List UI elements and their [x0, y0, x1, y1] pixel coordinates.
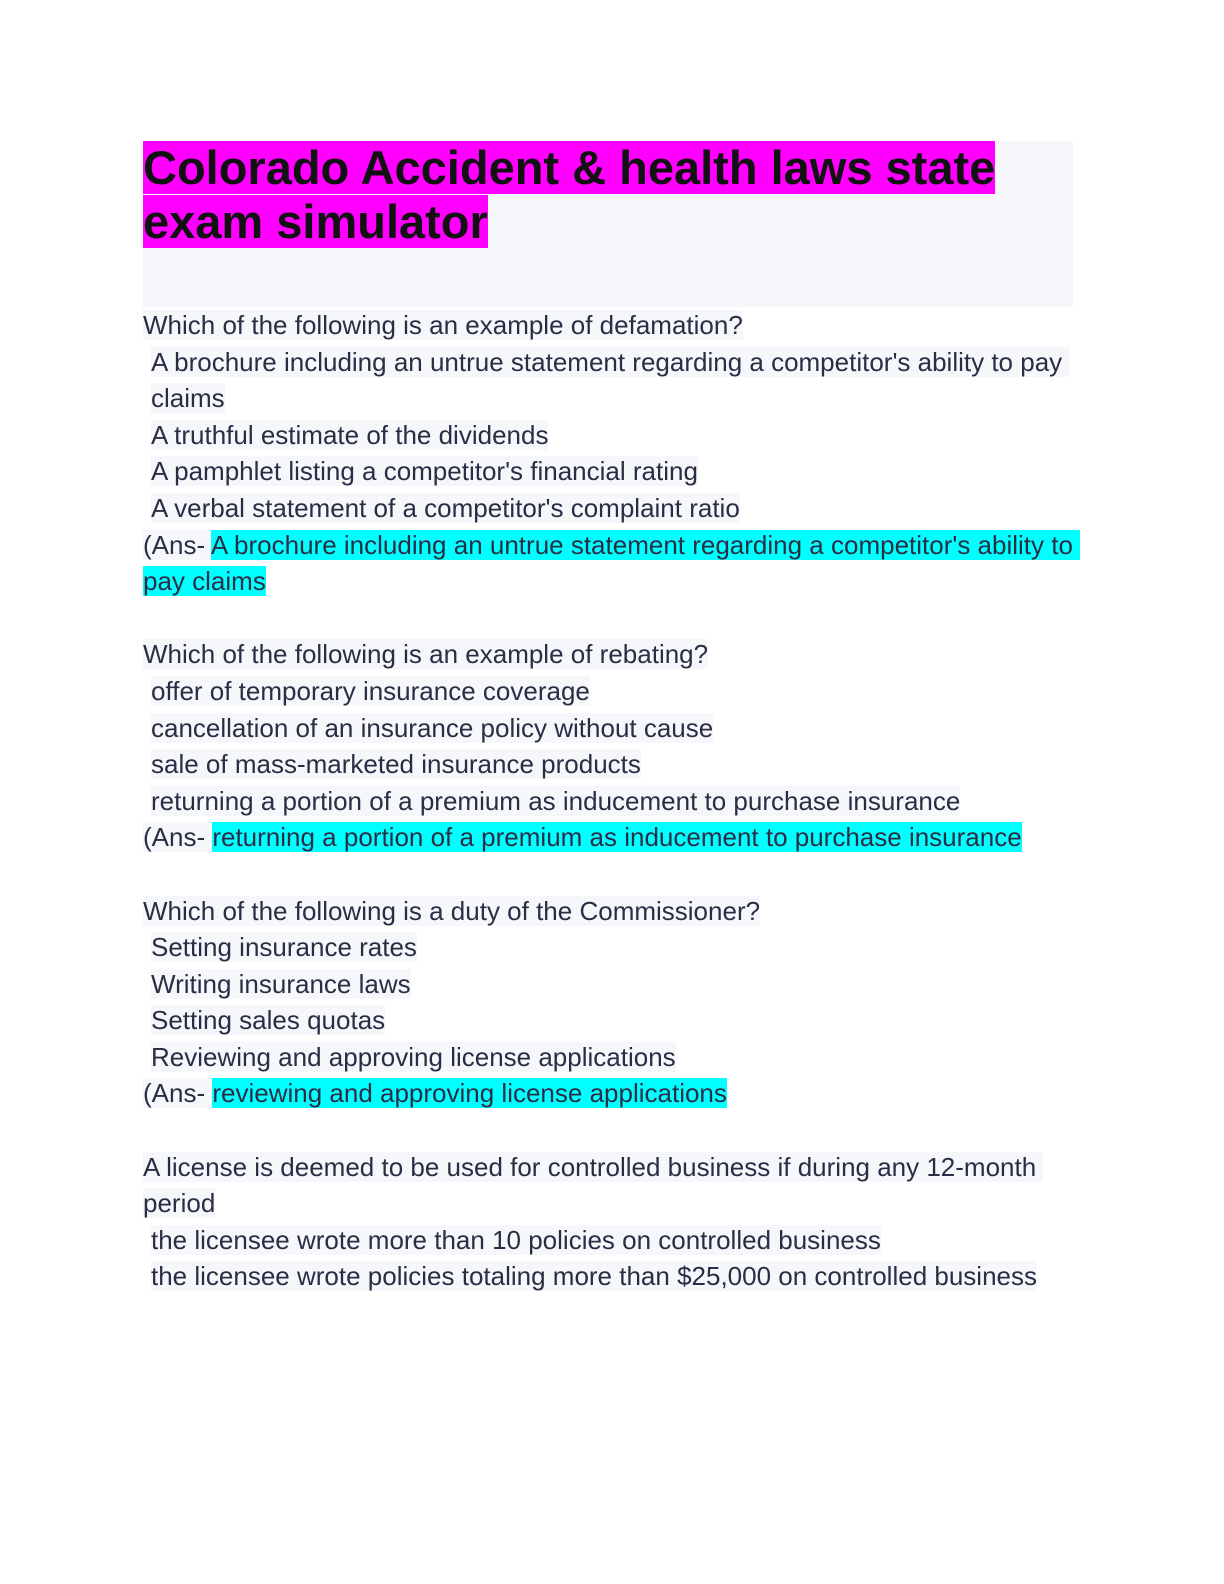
option-text: sale of mass-marketed insurance products: [151, 749, 641, 780]
questions-content: [143, 307, 1081, 1295]
option-text: A verbal statement of a competitor's complaint ratio: [151, 492, 740, 523]
option-text: Writing insurance laws: [151, 968, 411, 999]
answer-highlight: returning a portion of a premium as inducement to purchase insurance: [212, 822, 1022, 853]
question-text: A license is deemed to be used for controlled business if during any 12-month period: [143, 1151, 1044, 1219]
title-block: [143, 141, 1073, 307]
question-text: Which of the following is a duty of the Commissioner?: [143, 895, 761, 926]
question-text: Which of the following is an example of defamation?: [143, 310, 743, 340]
question-block-1: [143, 307, 1081, 600]
option-text: A truthful estimate of the dividends: [151, 419, 549, 450]
question-block-3: [143, 893, 1073, 1113]
answer-prefix: (Ans-: [143, 1078, 213, 1109]
option-text: the licensee wrote more than 10 policies on controlled business: [151, 1224, 881, 1255]
option-text: A brochure including an untrue statement regarding a competitor's ability to pay claims: [151, 346, 1070, 414]
document-page: [143, 141, 1081, 1332]
option-text: Reviewing and approving license applications: [151, 1041, 676, 1072]
option-text: the licensee wrote policies totaling more than $25,000 on controlled business: [151, 1261, 1037, 1292]
page-title: [143, 141, 1073, 249]
question-block-2: [143, 636, 1073, 856]
option-text: offer of temporary insurance coverage: [151, 675, 590, 706]
option-text: Setting sales quotas: [151, 1005, 386, 1036]
answer-prefix: (Ans-: [143, 529, 211, 560]
answer-prefix: (Ans-: [143, 822, 213, 853]
question-text: Which of the following is an example of rebating?: [143, 639, 709, 670]
option-text: A pamphlet listing a competitor's financial rating: [151, 456, 698, 487]
option-text: returning a portion of a premium as inducement to purchase insurance: [151, 785, 961, 816]
title-highlight: Colorado Accident & health laws state exam simulator: [143, 141, 996, 248]
question-block-4: [143, 1149, 1073, 1295]
answer-highlight: reviewing and approving license applications: [212, 1078, 727, 1109]
option-text: cancellation of an insurance policy without cause: [151, 712, 714, 743]
answer-highlight: A brochure including an untrue statement regarding a competitor's ability to pay claims: [143, 529, 1081, 597]
option-text: Setting insurance rates: [151, 932, 417, 963]
